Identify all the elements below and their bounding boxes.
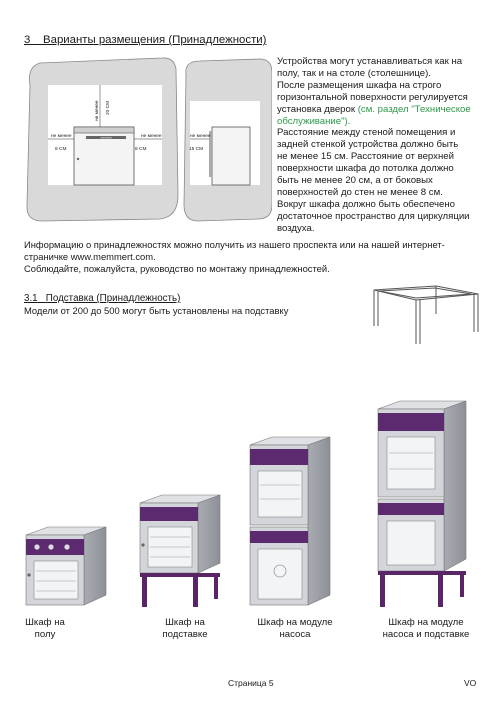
text-line: воздуха.: [277, 222, 315, 234]
cabinet-on-pump-module: [250, 437, 330, 605]
placement-diagram: [22, 55, 272, 227]
text-line: горизонтальной поверхности регулируется: [277, 91, 468, 103]
caption-pump-and-stand: Шкаф на модуле насоса и подставке: [382, 617, 470, 640]
dim-back-label: не менее: [190, 134, 211, 139]
text-line: полу, так и на столе (столешнице).: [277, 67, 431, 79]
placement-paragraph: [277, 56, 477, 235]
dim-top-value: 20 CM: [106, 100, 111, 115]
caption-pump-module: Шкаф на модуле насоса: [257, 617, 333, 640]
info-line: Соблюдайте, пожалуйста, руководство по монтажу принадлежностей.: [24, 263, 330, 274]
control-panel: [250, 449, 308, 465]
text-line: поверхности шкафа до потолка должно: [277, 163, 454, 175]
cabinet-on-stand: [140, 495, 220, 607]
caption-floor: Шкаф на полу: [25, 617, 65, 640]
text-line: Расстояние между стеной помещения и: [277, 127, 456, 139]
brand-text: memmert: [100, 136, 112, 140]
stand-legs: [378, 571, 466, 607]
stand-text: Модели от 200 до 500 могут быть установлены на подставку: [24, 305, 289, 316]
dim-right-label: не менее: [141, 134, 162, 139]
text-line: Устройства могут устанавливаться как на: [277, 56, 463, 67]
dim-right-value: 8 CM: [135, 147, 147, 152]
text-line: После размещения шкафа на строго: [277, 79, 442, 91]
text-line: быть не менее 20 см, а от боковых: [277, 175, 433, 187]
maintenance-reference: (см. раздел "Техническое: [357, 103, 471, 115]
subsection-number: 3.1: [24, 293, 38, 304]
text-line: задней стенкой устройства должно быть: [277, 139, 459, 151]
text-line: поверхностей до стен не менее 8 см.: [277, 186, 443, 198]
front-cabinet: [74, 127, 134, 185]
dim-top-label: не менее: [95, 100, 100, 121]
section-title: Варианты размещения (Принадлежности): [43, 34, 267, 46]
info-line: страничке www.memmert.com.: [24, 251, 156, 262]
dim-left-label: не менее: [51, 134, 72, 139]
stand-legs: [140, 573, 220, 607]
text-line: Вокруг шкафа должно быть обеспечено: [277, 198, 455, 210]
section-number: 3: [24, 34, 31, 46]
cabinet-on-floor: [26, 527, 106, 605]
control-panel: [378, 413, 444, 431]
info-block: [24, 239, 484, 275]
side-cabinet: [209, 127, 250, 185]
page-number: Страница 5: [228, 678, 274, 688]
text-line: обслуживание").: [277, 115, 351, 127]
info-line: Информацию о принадлежностях можно получить из нашего проспекта или на нашей интернет-: [24, 239, 445, 250]
text-line: не менее 15 см. Расстояние от верхней: [277, 151, 454, 163]
cabinets-illustration: [10, 395, 490, 615]
caption-stand: Шкаф на подставке: [162, 617, 208, 640]
stand-drawing: [366, 278, 486, 348]
dim-left-value: 8 CM: [55, 147, 67, 152]
subsection-heading: [24, 293, 180, 304]
text-line: достаточное пространство для циркуляции: [277, 210, 470, 222]
text-line: установка дверок (см. раздел "Техническое: [277, 103, 471, 115]
document-code: VO: [464, 678, 477, 688]
dim-back-value: 15 CM: [189, 147, 204, 152]
cabinet-on-pump-and-stand: [378, 401, 466, 607]
subsection-title: Подставка (Принадлежность): [45, 293, 181, 304]
section-heading: [24, 34, 266, 46]
control-panel: [140, 507, 198, 521]
